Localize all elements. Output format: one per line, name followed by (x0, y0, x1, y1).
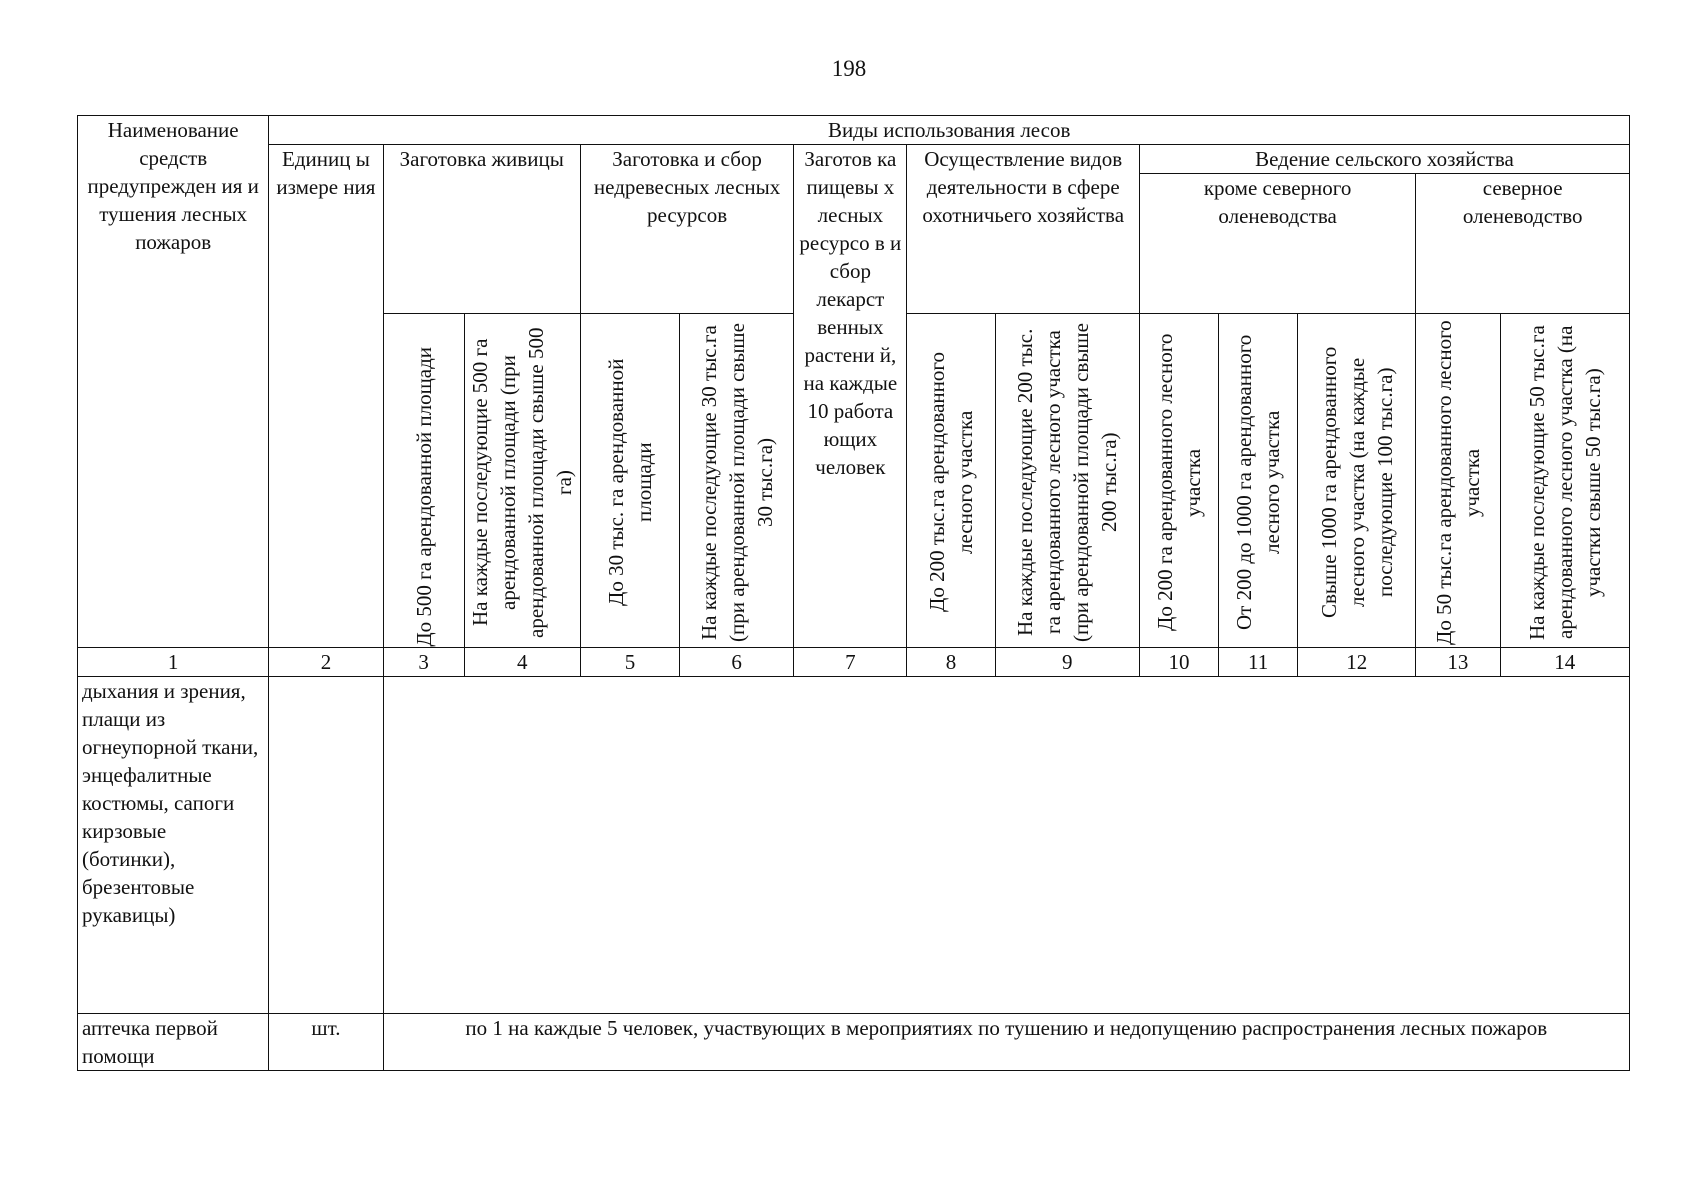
header-col-6-text: На каждые последующие 30 тыс.га (при арендованной площади свыше 30 тыс.га) (696, 323, 777, 642)
column-number: 3 (383, 648, 464, 677)
row-item-name: дыхания и зрения, плащи из огнеупорной ткани, энцефалитные костюмы, сапоги кирзовые (ботинки), брезентовые рукавицы) (78, 677, 269, 1014)
forest-fire-equipment-table (77, 115, 1630, 1071)
page-number: 198 (831, 56, 867, 81)
table-row (78, 677, 1630, 1014)
header-col-5 (580, 314, 679, 648)
header-group-resin: Заготовка живицы (383, 145, 580, 314)
header-col-10-text: До 200 га арендованного лесного участка (1152, 333, 1205, 632)
row-item-name: аптечка первой помощи (78, 1014, 269, 1071)
column-number: 9 (995, 648, 1139, 677)
header-col-4-text: На каждые последующие 500 га арендованной площади (при арендованной площади свыше 500 га) (468, 327, 577, 638)
column-number: 13 (1416, 648, 1500, 677)
column-number: 1 (78, 648, 269, 677)
header-col-3 (383, 314, 464, 648)
header-col-6 (680, 314, 794, 648)
header-col-10 (1139, 314, 1218, 648)
column-number: 6 (680, 648, 794, 677)
header-group-agriculture: Ведение сельского хозяйства (1139, 145, 1629, 174)
column-number: 12 (1298, 648, 1416, 677)
header-col-12-text: Свыше 1000 га арендованного лесного участка (на каждые последующие 100 тыс.га) (1316, 346, 1397, 619)
header-agri-except-reindeer: кроме северного оленеводства (1139, 174, 1415, 314)
header-col-5-text: До 30 тыс. га арендованной площади (603, 358, 656, 607)
header-name-column: Наименование средств предупрежден ия и тушения лесных пожаров (78, 116, 269, 648)
row-item-value: по 1 на каждые 5 человек, участвующих в мероприятиях по тушению и недопущению распространения лесных пожаров (383, 1014, 1629, 1071)
column-number: 4 (464, 648, 580, 677)
header-types-title: Виды использования лесов (269, 116, 1630, 145)
header-col-13 (1416, 314, 1500, 648)
header-col-8 (907, 314, 995, 648)
header-col-13-text: До 50 тыс.га арендованного лесного участка (1431, 320, 1484, 645)
header-group-food: Заготов ка пищевы х лесных ресурсо в и сбор лекарст венных растени й, на каждые 10 работа ющих человек (794, 145, 907, 648)
column-number: 10 (1139, 648, 1218, 677)
header-col-14 (1500, 314, 1630, 648)
header-col-9-text: На каждые последующие 200 тыс. га арендованного лесного участка (при арендованной площади свыше 200 тыс.га) (1013, 323, 1122, 642)
column-number: 11 (1219, 648, 1298, 677)
header-col-3-text: До 500 га арендованной площади (411, 347, 436, 647)
column-number: 5 (580, 648, 679, 677)
column-number: 2 (269, 648, 383, 677)
column-number: 14 (1500, 648, 1630, 677)
header-agri-reindeer: северное оленеводство (1416, 174, 1630, 314)
header-col-9 (995, 314, 1139, 648)
header-group-nonwood: Заготовка и сбор недревесных лесных ресурсов (580, 145, 793, 314)
header-col-11-text: От 200 до 1000 га арендованного лесного участка (1232, 334, 1285, 631)
column-number: 7 (794, 648, 907, 677)
header-col-8-text: До 200 тыс.га арендованного лесного участка (925, 352, 978, 613)
header-group-hunting: Осуществление видов деятельности в сфере охотничьего хозяйства (907, 145, 1139, 314)
row-item-unit (269, 677, 383, 1014)
column-number: 8 (907, 648, 995, 677)
column-numbers-row (78, 648, 1630, 677)
header-col-12 (1298, 314, 1416, 648)
header-units-column: Единиц ы измере ния (269, 145, 383, 648)
row-item-value (383, 677, 1629, 1014)
header-col-4 (464, 314, 580, 648)
header-col-14-text: На каждые последующие 50 тыс.га арендованного лесного участка (на участки свыше 50 тыс.га) (1524, 325, 1605, 640)
row-item-unit: шт. (269, 1014, 383, 1071)
header-col-11 (1219, 314, 1298, 648)
table-row (78, 1014, 1630, 1071)
